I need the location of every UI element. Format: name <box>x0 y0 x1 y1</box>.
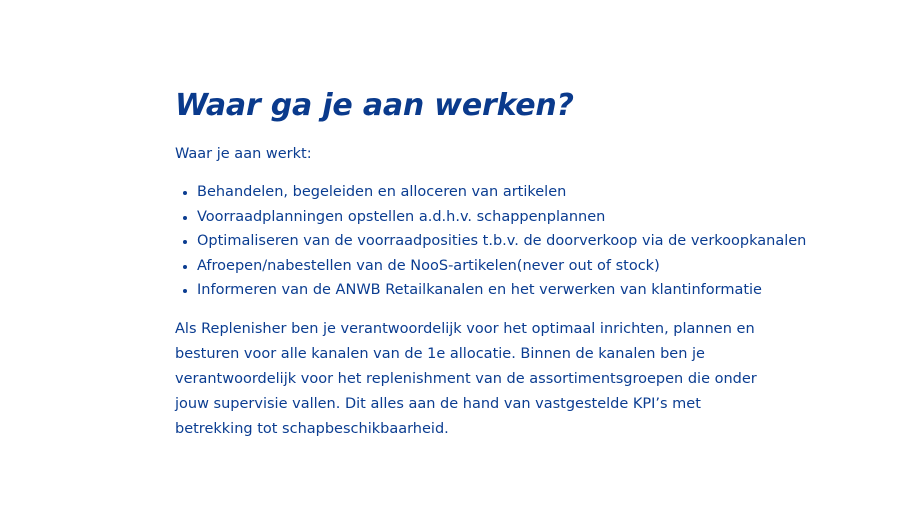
list-item <box>175 254 815 279</box>
job-section <box>175 86 815 442</box>
bullet-icon <box>183 289 187 293</box>
list-item-text: Behandelen, begeleiden en alloceren van artikelen <box>197 184 567 200</box>
role-description: Als Replenisher ben je verantwoordelijk voor het optimaal inrichten, plannen en besturen voor alle kanalen van de 1e allocatie. Binnen de kanalen ben je verantwoordelijk voor het replenishment van de assortimentsgroepen die onder jouw supervisie vallen. Dit alles aan de hand van vastgestelde KPI’s met betrekking tot schapbeschikbaarheid. <box>175 320 757 437</box>
bullet-icon <box>183 240 187 244</box>
list-item <box>175 278 815 303</box>
task-list <box>175 180 815 303</box>
intro-text: Waar je aan werkt: <box>175 146 312 162</box>
list-item-text: Optimaliseren van de voorraadposities t.b.v. de doorverkoop via de verkoopkanalen <box>197 233 807 249</box>
bullet-icon <box>183 265 187 269</box>
list-item-text: Voorraadplanningen opstellen a.d.h.v. schappenplannen <box>197 208 606 225</box>
list-item <box>175 229 815 254</box>
list-item <box>175 205 815 230</box>
list-item <box>175 180 815 205</box>
bullet-icon <box>183 216 187 220</box>
bullet-icon <box>183 191 187 195</box>
list-item-text: Informeren van de ANWB Retailkanalen en het verwerken van klantinformatie <box>197 282 762 298</box>
list-item-text: Afroepen/nabestellen van de NooS-artikelen(never out of stock) <box>197 257 660 274</box>
section-heading: Waar ga je aan werken? <box>175 88 574 123</box>
